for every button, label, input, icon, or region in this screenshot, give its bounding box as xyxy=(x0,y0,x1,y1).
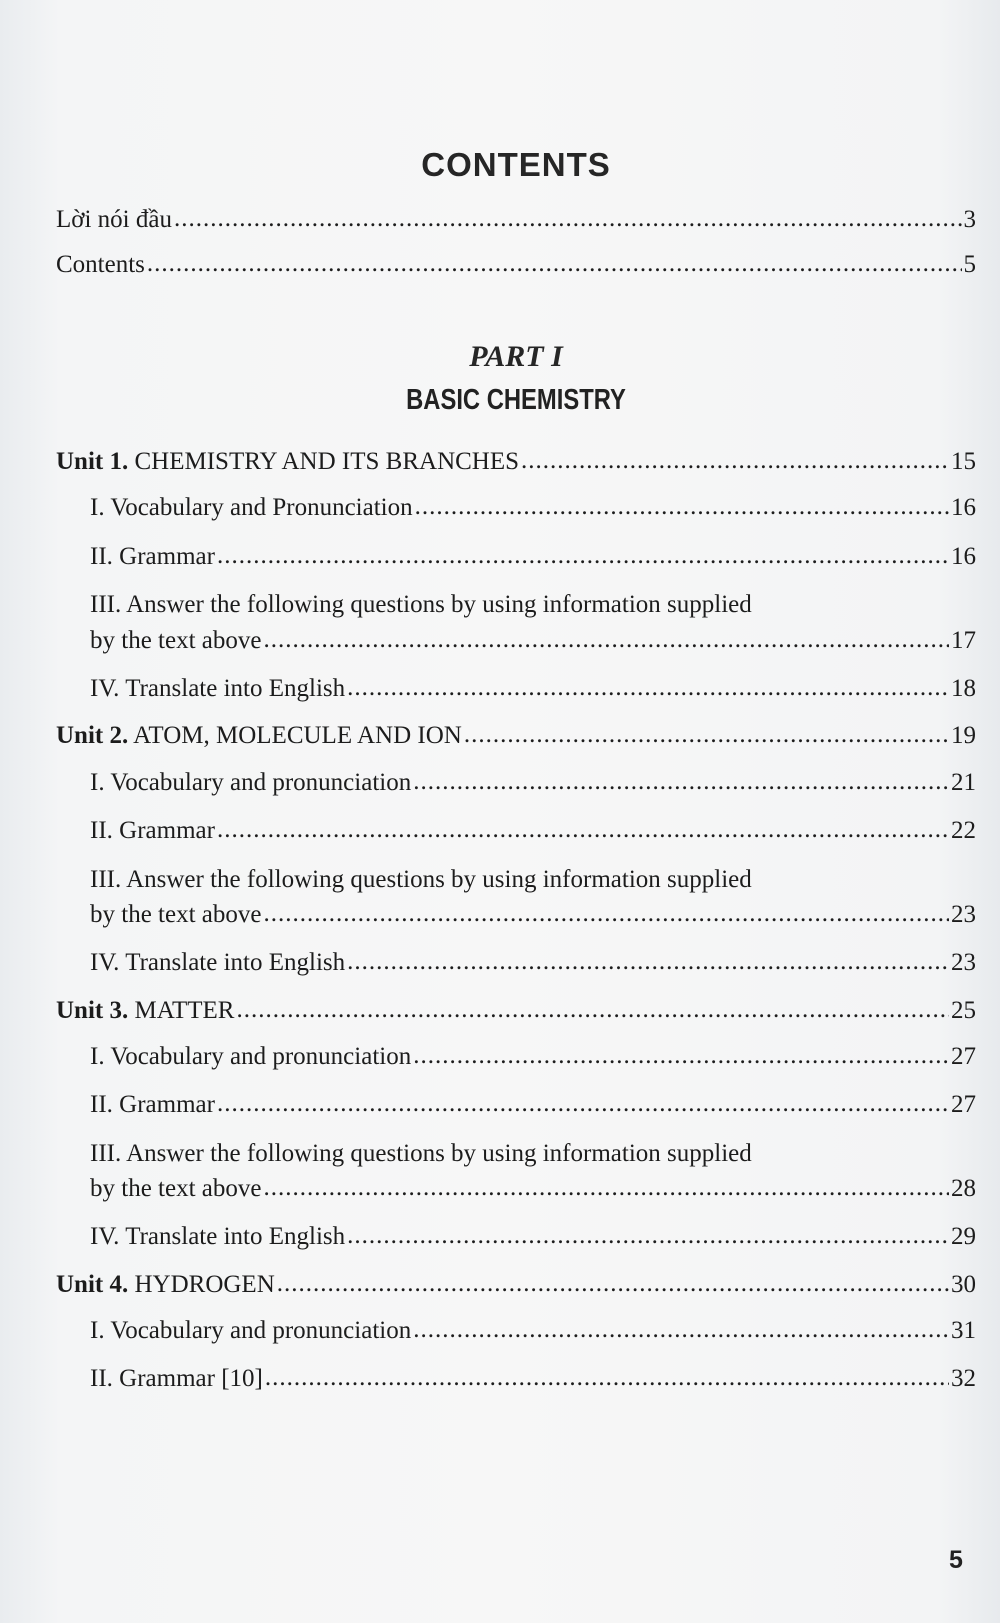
dot-leader xyxy=(263,1173,949,1203)
unit-page: 30 xyxy=(951,1271,976,1298)
unit-heading xyxy=(56,721,976,751)
dot-leader xyxy=(347,673,949,703)
unit-page: 19 xyxy=(951,722,976,749)
section-entry xyxy=(90,948,976,978)
toc-entry-label: Contents xyxy=(56,251,145,278)
unit-page: 25 xyxy=(951,997,976,1024)
section-page: 23 xyxy=(951,901,976,928)
dot-leader xyxy=(265,1363,949,1393)
unit-heading xyxy=(56,996,976,1026)
unit-number: Unit 2. xyxy=(56,722,129,749)
section-label-line1: III. Answer the following questions by using information supplied xyxy=(90,1140,752,1167)
section-page: 21 xyxy=(951,769,976,796)
section-page: 29 xyxy=(951,1223,976,1250)
section-label: I. Vocabulary and Pronunciation xyxy=(90,494,413,521)
unit-number: Unit 3. xyxy=(56,997,129,1024)
section-label: II. Grammar xyxy=(90,817,215,844)
section-label: I. Vocabulary and pronunciation xyxy=(90,1317,412,1344)
section-entry xyxy=(90,1174,976,1204)
page-title: CONTENTS xyxy=(421,146,611,183)
section-entry xyxy=(90,768,976,798)
section-page: 27 xyxy=(951,1091,976,1118)
section-entry xyxy=(90,816,976,846)
section-label: II. Grammar [10] xyxy=(90,1365,263,1392)
dot-leader xyxy=(413,767,949,797)
section-page: 16 xyxy=(951,494,976,521)
toc-entry-page: 3 xyxy=(963,206,976,233)
unit-title: ATOM, MOLECULE AND ION xyxy=(133,722,462,749)
section-page: 16 xyxy=(951,543,976,570)
dot-leader xyxy=(263,899,949,929)
unit-heading xyxy=(56,447,976,477)
unit-number: Unit 4. xyxy=(56,1271,129,1298)
dot-leader xyxy=(217,815,949,845)
section-entry xyxy=(90,1042,976,1072)
section-entry xyxy=(90,1090,976,1120)
section-label: by the text above xyxy=(90,1175,262,1202)
section-page: 27 xyxy=(951,1043,976,1070)
unit-title: CHEMISTRY AND ITS BRANCHES xyxy=(134,448,520,475)
dot-leader xyxy=(217,1089,949,1119)
dot-leader xyxy=(277,1269,949,1299)
section-page: 23 xyxy=(951,949,976,976)
section-entry xyxy=(90,493,976,523)
dot-leader xyxy=(147,249,962,279)
dot-leader xyxy=(263,625,949,655)
section-page: 22 xyxy=(951,817,976,844)
section-label: IV. Translate into English xyxy=(90,949,346,976)
dot-leader xyxy=(174,204,962,234)
toc-entry-label: Lời nói đầu xyxy=(56,206,172,233)
dot-leader xyxy=(347,1221,949,1251)
unit-page: 15 xyxy=(951,448,976,475)
dot-leader xyxy=(415,492,949,522)
dot-leader xyxy=(413,1041,949,1071)
page-number: 5 xyxy=(949,1546,963,1574)
section-label: IV. Translate into English xyxy=(90,1223,346,1250)
dot-leader xyxy=(347,947,949,977)
section-entry xyxy=(90,1222,976,1252)
section-label: I. Vocabulary and pronunciation xyxy=(90,769,412,796)
section-entry xyxy=(90,1364,976,1394)
section-entry xyxy=(90,900,976,930)
unit-title: MATTER xyxy=(134,997,235,1024)
section-page: 28 xyxy=(951,1175,976,1202)
section-entry xyxy=(90,542,976,572)
section-page: 32 xyxy=(951,1365,976,1392)
section-label: I. Vocabulary and pronunciation xyxy=(90,1043,412,1070)
dot-leader xyxy=(413,1315,949,1345)
dot-leader xyxy=(217,541,949,571)
section-page: 17 xyxy=(951,627,976,654)
section-label: by the text above xyxy=(90,627,262,654)
toc-entry-page: 5 xyxy=(963,251,976,278)
dot-leader xyxy=(521,446,949,476)
section-entry xyxy=(90,674,976,704)
part-title: BASIC CHEMISTRY xyxy=(406,384,626,416)
section-entry xyxy=(90,626,976,656)
section-entry xyxy=(90,1316,976,1346)
unit-heading xyxy=(56,1270,976,1300)
unit-number: Unit 1. xyxy=(56,448,129,475)
section-label-line1: III. Answer the following questions by using information supplied xyxy=(90,866,752,893)
section-label-line1: III. Answer the following questions by using information supplied xyxy=(90,591,752,618)
dot-leader xyxy=(464,720,949,750)
part-label: PART I xyxy=(469,340,563,373)
section-page: 31 xyxy=(951,1317,976,1344)
section-label: by the text above xyxy=(90,901,262,928)
section-label: II. Grammar xyxy=(90,1091,215,1118)
section-label: II. Grammar xyxy=(90,543,215,570)
toc-entry-preface xyxy=(56,205,976,235)
section-label: IV. Translate into English xyxy=(90,675,346,702)
toc-entry-contents xyxy=(56,250,976,280)
dot-leader xyxy=(236,995,949,1025)
section-page: 18 xyxy=(951,675,976,702)
unit-title: HYDROGEN xyxy=(134,1271,275,1298)
